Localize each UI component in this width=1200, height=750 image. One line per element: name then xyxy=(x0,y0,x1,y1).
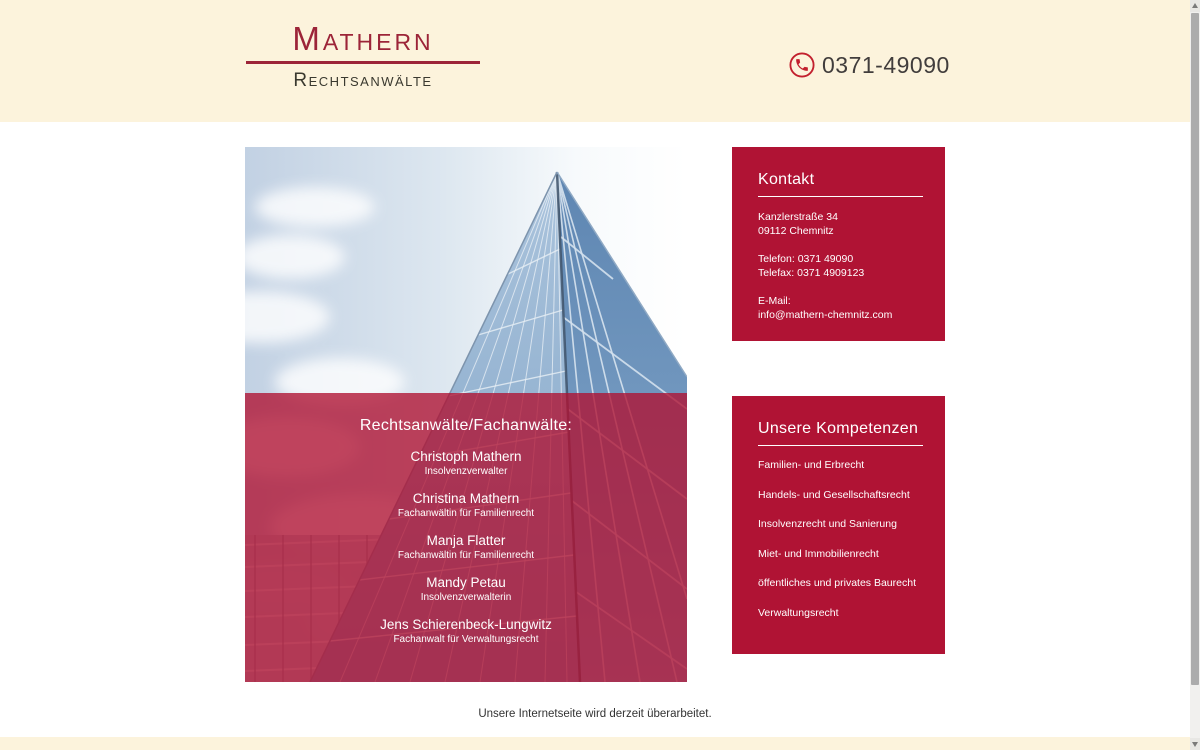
lawyers-overlay xyxy=(245,393,687,682)
chevron-up-icon xyxy=(1192,3,1198,8)
header-phone xyxy=(789,51,950,79)
chevron-down-icon xyxy=(1192,742,1198,747)
lawyer-item xyxy=(245,449,687,478)
address-street: Kanzlerstraße 34 xyxy=(758,211,838,223)
firm-logo xyxy=(246,22,480,91)
footer-strip xyxy=(0,737,1200,750)
kontakt-title: Kontakt xyxy=(758,171,923,197)
kompetenz-item: Handels- und Gesellschaftsrecht xyxy=(758,488,910,501)
kontakt-telefon: Telefon: 0371 49090 xyxy=(758,253,854,265)
maintenance-notice: Unsere Internetseite wird derzeit überarbeitet. xyxy=(478,708,712,720)
lawyer-name: Manja Flatter xyxy=(426,533,506,548)
kompetenz-item: öffentliches und privates Baurecht xyxy=(758,577,916,589)
logo-divider xyxy=(246,61,480,64)
header xyxy=(0,0,1200,122)
kompetenz-item: Miet- und Immobilienrecht xyxy=(758,547,879,560)
kompetenz-item: Insolvenzrecht und Sanierung xyxy=(758,518,897,530)
email-address[interactable]: info@mathern-chemnitz.com xyxy=(758,309,893,321)
kontakt-email-group xyxy=(758,294,923,322)
kontakt-telefax: Telefax: 0371 4909123 xyxy=(758,267,865,279)
lawyer-item xyxy=(245,575,687,604)
scroll-down-button[interactable] xyxy=(1190,738,1200,750)
kontakt-address xyxy=(758,210,923,238)
kontakt-phones xyxy=(758,252,923,280)
kompetenz-item: Familien- und Erbrecht xyxy=(758,459,865,471)
scroll-up-button[interactable] xyxy=(1190,0,1200,12)
kompetenzen-box xyxy=(732,396,945,654)
lawyer-name: Mandy Petau xyxy=(426,575,506,590)
lawyer-item xyxy=(245,617,687,646)
vertical-scrollbar[interactable] xyxy=(1190,0,1200,750)
lawyer-role: Insolvenzverwalter xyxy=(424,466,508,477)
phone-icon xyxy=(789,52,815,78)
lawyer-role: Fachanwalt für Verwaltungsrecht xyxy=(393,634,539,645)
lawyers-heading: Rechtsanwälte/Fachanwälte: xyxy=(359,417,573,434)
header-phone-number: 0371-49090 xyxy=(822,51,950,78)
lawyer-item xyxy=(245,533,687,562)
scrollbar-thumb[interactable] xyxy=(1191,13,1199,685)
lawyer-role: Fachanwältin für Familienrecht xyxy=(397,550,535,561)
kompetenzen-title: Unsere Kompetenzen xyxy=(758,420,923,446)
lawyer-role: Fachanwältin für Familienrecht xyxy=(397,508,535,519)
lawyer-item xyxy=(245,491,687,520)
lawyer-role: Insolvenzverwalterin xyxy=(420,592,512,603)
lawyer-name: Jens Schierenbeck-Lungwitz xyxy=(380,617,552,632)
email-label: E-Mail: xyxy=(758,295,791,307)
logo-firm-name: Mathern xyxy=(292,20,434,57)
lawyer-name: Christoph Mathern xyxy=(410,449,522,464)
logo-subtitle: Rechtsanwälte xyxy=(293,70,433,91)
kompetenz-item: Verwaltungsrecht xyxy=(758,606,839,619)
address-city: 09112 Chemnitz xyxy=(758,225,834,237)
hero-building-image xyxy=(245,147,687,682)
kontakt-box xyxy=(732,147,945,341)
lawyer-name: Christina Mathern xyxy=(412,491,520,506)
